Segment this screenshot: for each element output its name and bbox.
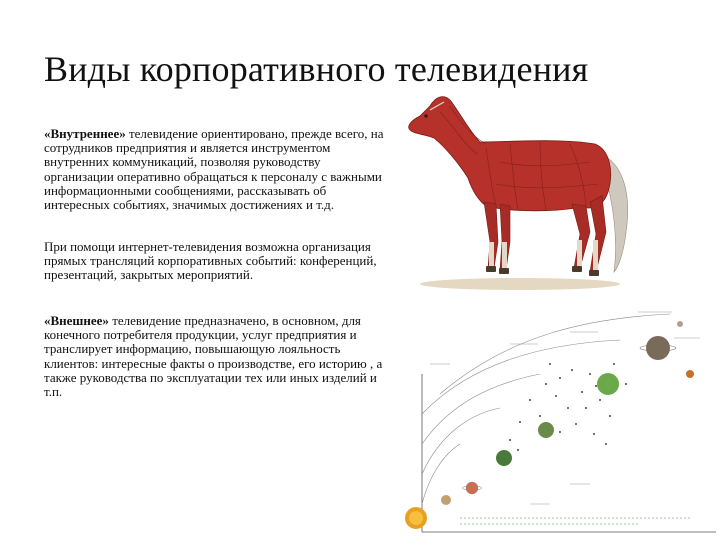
external-tv-term: «Внешнее» xyxy=(44,313,109,328)
slide-title: Виды корпоративного телевидения xyxy=(44,49,589,89)
internal-tv-text: телевидение ориентировано, прежде всего, на сотрудников предприятия и является инструментом внутренних коммуникаций, позволяя руководству организации оперативно обращаться к персоналу с важными информационными сообщениями, рассказывать об интересных событиях, значимых достижениях и т.д. xyxy=(44,126,384,213)
horse-anatomy-image xyxy=(400,92,652,292)
external-tv-paragraph xyxy=(44,314,389,399)
internal-tv-term: «Внутреннее» xyxy=(44,126,126,141)
internal-tv-paragraph xyxy=(44,127,389,212)
internet-tv-paragraph: При помощи интернет-телевидения возможна организация прямых трансляций корпоративных событий: конференций, презентаций, закрытых мероприятий. xyxy=(44,239,377,283)
external-tv-text: телевидение предназначено, в основном, для конечного потребителя продукции, услуг предприятия и транслирует информацию, повышающую лояльность клиентов: интересные факты о производстве, его историю , а также руководства по эксплуатации тех или иных изделий и т.п. xyxy=(44,313,383,400)
solar-system-diagram xyxy=(400,304,718,540)
sun-icon xyxy=(405,507,427,529)
